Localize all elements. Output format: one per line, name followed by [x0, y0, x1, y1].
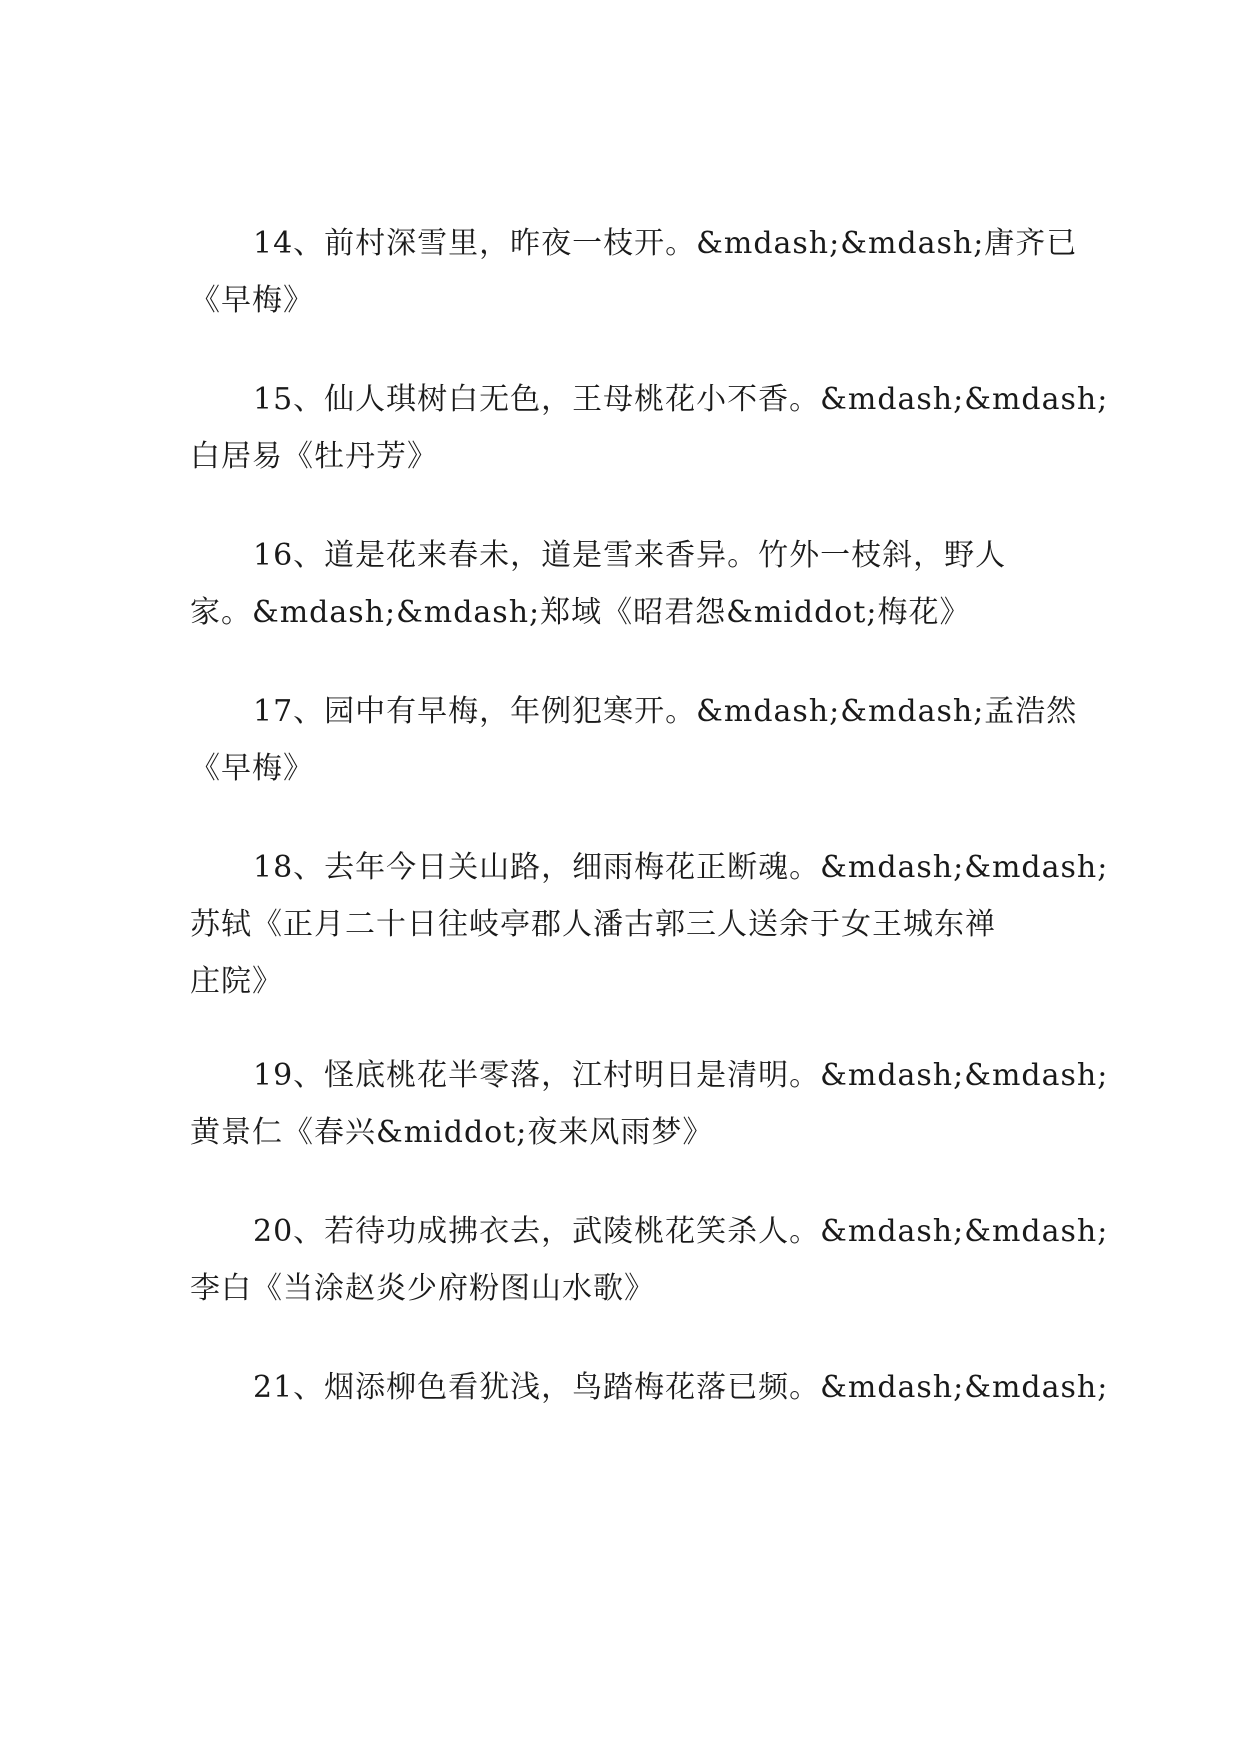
quote-line: 14、前村深雪里，昨夜一枝开。&mdash;&mdash;唐齐已: [253, 226, 1078, 261]
quote-entry-16: [190, 527, 1055, 641]
quote-entry-17: [190, 683, 1078, 797]
quote-line: 黄景仁《春兴&middot;夜来风雨梦》: [190, 1115, 714, 1150]
quote-line: 20、若待功成拂衣去，武陵桃花笑杀人。&mdash;&mdash;: [253, 1214, 1109, 1249]
quote-entry-15: [190, 371, 1109, 485]
quote-entry-20: [190, 1203, 1109, 1317]
quote-entry-14: [190, 215, 1078, 329]
quote-line: 李白《当涂赵炎少府粉图山水歌》: [190, 1271, 655, 1306]
quote-line: 15、仙人琪树白无色，王母桃花小不香。&mdash;&mdash;: [253, 382, 1109, 417]
quote-line: 17、园中有早梅，年例犯寒开。&mdash;&mdash;孟浩然: [253, 694, 1078, 729]
quote-entry-19: [190, 1047, 1109, 1161]
quote-line: 白居易《牡丹芳》: [190, 439, 438, 474]
quote-entry-18: [190, 839, 1109, 1010]
quote-line: 苏轼《正月二十日往岐亭郡人潘古郭三人送余于女王城东禅: [190, 907, 996, 942]
quote-line: 庄院》: [190, 964, 283, 999]
quote-line: 《早梅》: [190, 283, 314, 318]
quote-line: 21、烟添柳色看犹浅，鸟踏梅花落已频。&mdash;&mdash;: [253, 1370, 1109, 1405]
quote-entry-21: [190, 1359, 1109, 1416]
quote-line: 家。&mdash;&mdash;郑域《昭君怨&middot;梅花》: [190, 595, 971, 630]
quote-line: 16、道是花来春未，道是雪来香异。竹外一枝斜，野人: [253, 538, 1007, 573]
quote-line: 18、去年今日关山路，细雨梅花正断魂。&mdash;&mdash;: [253, 850, 1109, 885]
quote-line: 《早梅》: [190, 751, 314, 786]
quote-line: 19、怪底桃花半零落，江村明日是清明。&mdash;&mdash;: [253, 1058, 1109, 1093]
